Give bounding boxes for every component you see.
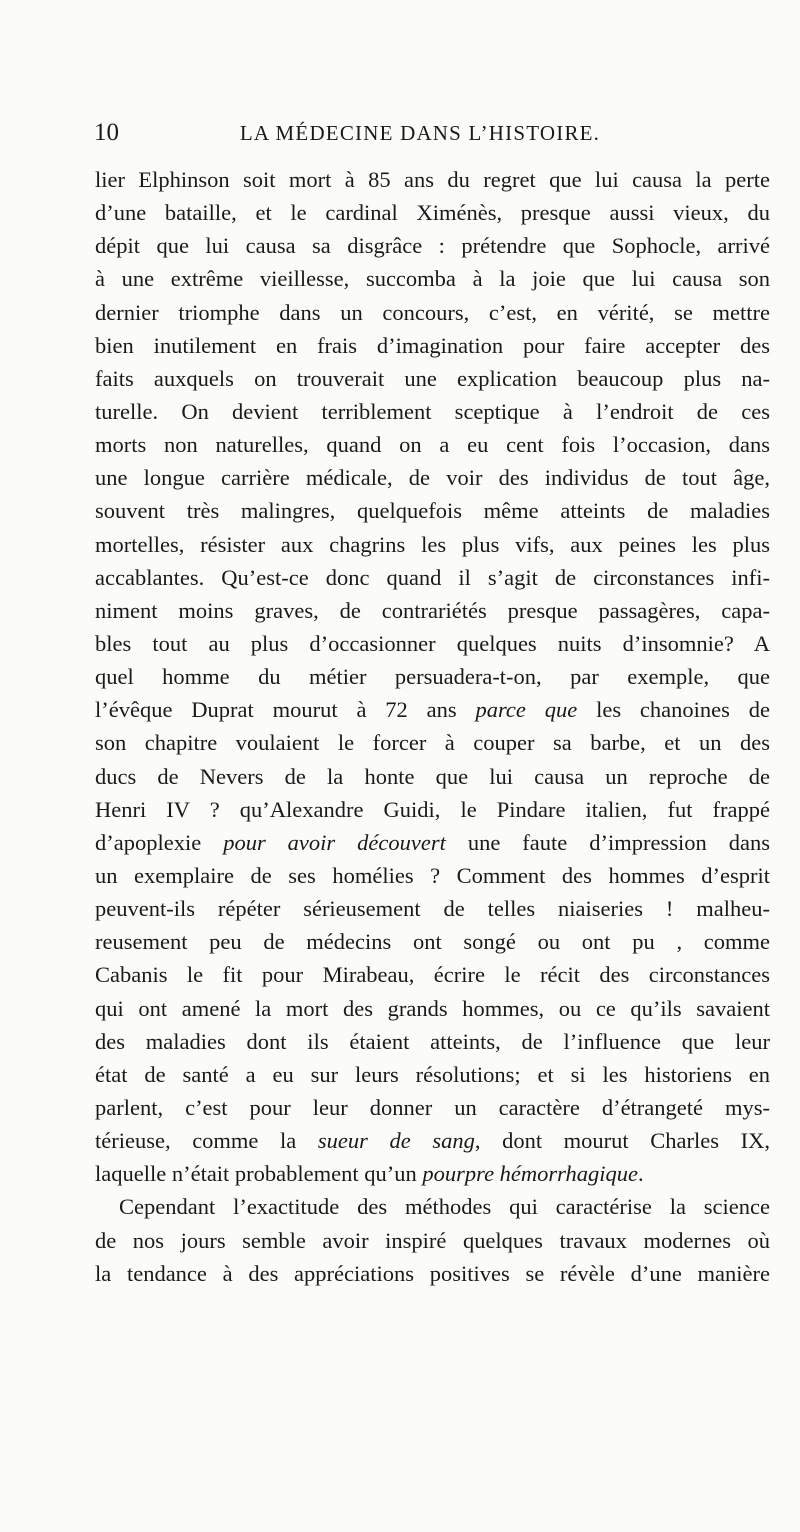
text-line xyxy=(95,494,770,527)
text-segment: les chanoines de xyxy=(577,697,770,723)
text-segment: dernier triomphe dans un concours, c’est, en vérité, se mettre xyxy=(95,299,770,325)
text-segment: qui ont amené la mort des grands hommes, ou ce qu’ils savaient xyxy=(95,995,770,1021)
running-head xyxy=(0,118,800,148)
text-segment: bien inutilement en frais d’imagination pour faire accepter des xyxy=(95,332,770,358)
text-segment: parlent, c’est pour leur donner un caractère d’étrangeté mys- xyxy=(95,1094,770,1120)
text-line xyxy=(95,561,770,594)
text-line xyxy=(95,329,770,362)
text-segment: dépit que lui causa sa disgrâce : prétendre que Sophocle, arrivé xyxy=(95,233,770,259)
text-line xyxy=(95,528,770,561)
text-line xyxy=(95,1224,770,1257)
text-line xyxy=(95,362,770,395)
text-line xyxy=(95,992,770,1025)
text-segment: de nos jours semble avoir inspiré quelques travaux modernes où xyxy=(95,1227,770,1253)
text-line xyxy=(95,760,770,793)
running-title: LA MÉDECINE DANS L’HISTOIRE. xyxy=(239,121,601,145)
body-text xyxy=(95,163,770,1290)
text-segment: niment moins graves, de contrariétés presque passagères, capa- xyxy=(95,597,770,623)
text-segment: bles tout au plus d’occasionner quelques nuits d’insomnie? A xyxy=(95,630,770,656)
text-segment: reusement peu de médecins ont songé ou ont pu , comme xyxy=(95,929,770,955)
text-line xyxy=(95,826,770,859)
text-segment: , dont mourut Charles IX, xyxy=(474,1128,770,1154)
text-segment: l’évêque Duprat mourut à 72 ans xyxy=(95,697,476,723)
text-segment: Cependant l’exactitude des méthodes qui caractérise la science xyxy=(119,1194,770,1220)
text-line xyxy=(95,925,770,958)
text-segment: . xyxy=(638,1161,644,1187)
text-line xyxy=(95,1157,770,1190)
text-segment: ducs de Nevers de la honte que lui causa un reproche de xyxy=(95,763,770,789)
text-line xyxy=(95,229,770,262)
text-line xyxy=(95,793,770,826)
text-segment: Cabanis le fit pour Mirabeau, écrire le récit des circonstances xyxy=(95,962,770,988)
text-segment: une faute d’impression dans xyxy=(445,829,770,855)
text-line xyxy=(95,892,770,925)
text-line xyxy=(95,196,770,229)
text-segment: accablantes. Qu’est-ce donc quand il s’agit de circonstances infi- xyxy=(95,564,770,590)
text-line xyxy=(95,627,770,660)
text-segment: mortelles, résister aux chagrins les plus vifs, aux peines les plus xyxy=(95,531,770,557)
italic-text: parce que xyxy=(475,697,578,723)
text-segment: lier Elphinson soit mort à 85 ans du regret que lui causa la perte xyxy=(95,167,770,192)
text-line xyxy=(95,262,770,295)
italic-text: pourpre hémorrhagique xyxy=(422,1161,639,1187)
text-segment: la tendance à des appréciations positives se révèle d’une manière xyxy=(95,1260,770,1286)
text-line xyxy=(95,1124,770,1157)
text-line xyxy=(95,395,770,428)
text-line xyxy=(95,958,770,991)
text-line xyxy=(95,693,770,726)
text-line xyxy=(95,1257,770,1290)
text-segment: des maladies dont ils étaient atteints, de l’influence que leur xyxy=(95,1028,770,1054)
page-number: 10 xyxy=(94,119,119,146)
text-segment: peuvent-ils répéter sérieusement de telles niaiseries ! malheu- xyxy=(95,896,770,922)
text-segment: turelle. On devient terriblement sceptique à l’endroit de ces xyxy=(95,398,770,424)
text-segment: à une extrême vieillesse, succomba à la joie que lui causa son xyxy=(95,266,770,292)
text-line xyxy=(95,859,770,892)
text-segment: laquelle n’était probablement qu’un xyxy=(95,1161,423,1187)
text-line xyxy=(95,428,770,461)
text-line xyxy=(95,726,770,759)
text-segment: une longue carrière médicale, de voir des individus de tout âge, xyxy=(95,465,770,491)
italic-text: sueur de sang xyxy=(317,1128,475,1154)
text-segment: quel homme du métier persuadera-t-on, par exemple, que xyxy=(95,664,770,690)
text-segment: souvent très malingres, quelquefois même atteints de maladies xyxy=(95,498,770,524)
text-segment: un exemplaire de ses homélies ? Comment des hommes d’esprit xyxy=(95,862,770,888)
text-line xyxy=(95,1025,770,1058)
text-line xyxy=(95,1091,770,1124)
text-segment: son chapitre voulaient le forcer à couper sa barbe, et un des xyxy=(95,730,770,756)
text-segment: état de santé a eu sur leurs résolutions; et si les historiens en xyxy=(95,1061,770,1087)
text-line xyxy=(95,461,770,494)
text-line xyxy=(95,660,770,693)
text-line xyxy=(95,163,770,196)
text-segment: Henri IV ? qu’Alexandre Guidi, le Pindare italien, fut frappé xyxy=(95,796,770,822)
text-segment: morts non naturelles, quand on a eu cent fois l’occasion, dans xyxy=(95,432,770,458)
italic-text: pour avoir découvert xyxy=(223,829,446,855)
text-line xyxy=(95,594,770,627)
text-segment: d’apoplexie xyxy=(95,829,224,855)
text-segment: faits auxquels on trouverait une explication beaucoup plus na- xyxy=(95,365,770,391)
text-line xyxy=(95,1190,770,1223)
text-segment: d’une bataille, et le cardinal Ximénès, presque aussi vieux, du xyxy=(95,200,770,226)
text-segment: térieuse, comme la xyxy=(95,1128,318,1154)
text-line xyxy=(95,1058,770,1091)
text-line xyxy=(95,296,770,329)
